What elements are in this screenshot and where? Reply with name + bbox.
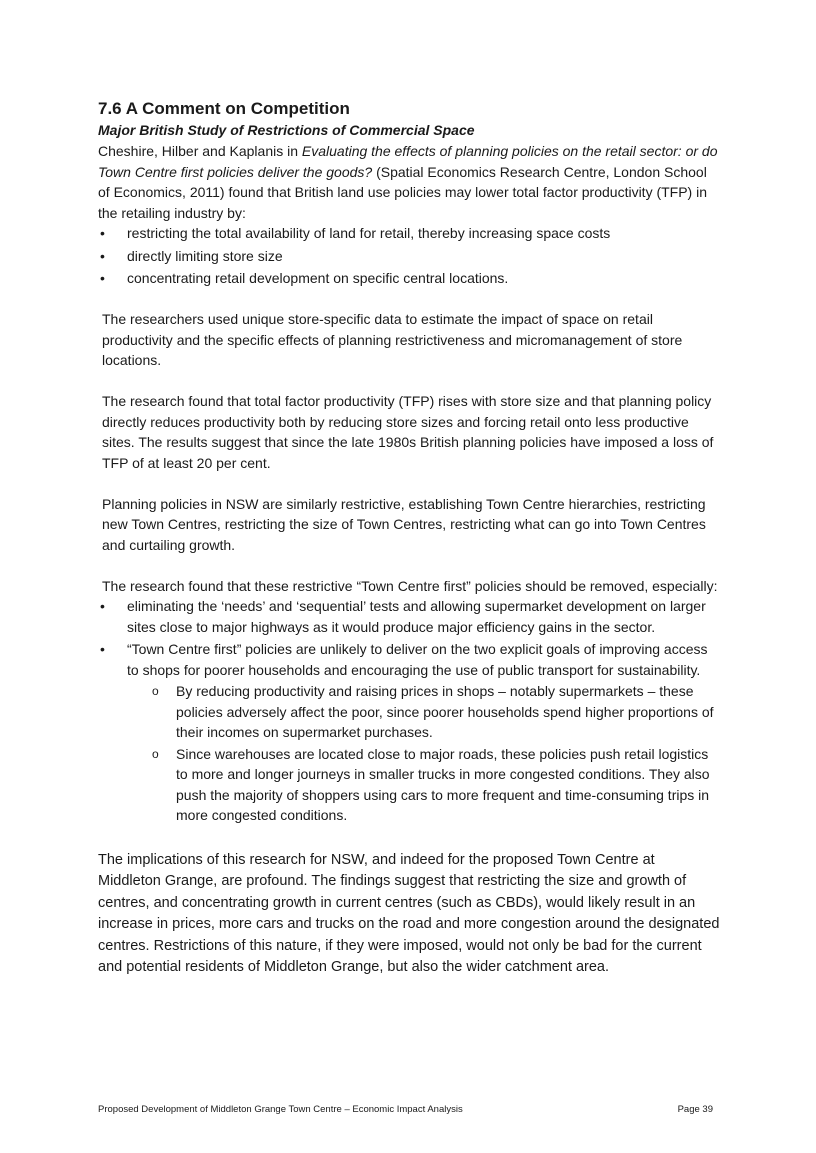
sub-list-item (98, 681, 720, 743)
intro-text-start: Cheshire, Hilber and Kaplanis in (98, 143, 302, 159)
bullet-icon: • (100, 598, 105, 614)
recommendation-paragraph: The research found that these restrictive “Town Centre first” policies should be removed, especially: (102, 577, 718, 594)
list-item-text: eliminating the ‘needs’ and ‘sequential’ tests and allowing supermarket development on larger sites close to major highways as it would produce major efficiency gains in the sector. (127, 598, 706, 635)
list-item (98, 246, 720, 267)
list-item-text: directly limiting store size (127, 247, 283, 264)
section-heading: 7.6 A Comment on Competition (98, 99, 350, 118)
bullet-icon: • (100, 225, 105, 241)
sub-bullet-icon: o (152, 684, 159, 698)
subsection-heading: Major British Study of Restrictions of Commercial Space (98, 122, 475, 138)
sub-list-item-text: Since warehouses are located close to major roads, these policies push retail logistics to more and longer journeys in smaller trucks in more congested conditions. They also push the majority of shoppers using cars to more frequent and time-consuming trips in more congested conditions. (176, 745, 710, 823)
study-title: Evaluating the effects of planning policies on the retail sector: or do Town Centre first policies deliver the goods? (98, 143, 718, 180)
list-item (98, 223, 720, 244)
bullet-icon: • (100, 247, 105, 264)
recommendation-list (98, 596, 720, 680)
intro-paragraph (98, 141, 720, 223)
sub-list-item-text: By reducing productivity and raising prices in shops – notably supermarkets – these policies adversely affect the poor, since poorer households spend higher proportions of their incomes on supermarket purchases. (176, 683, 714, 740)
page-number: Page 39 (677, 1104, 713, 1115)
page-content (98, 98, 720, 979)
nsw-paragraph: Planning policies in NSW are similarly restrictive, establishing Town Centre hierarchies, restricting new Town Centres, restricting the size of Town Centres, restricting what can go into Town Centres and curtailing growth. (102, 495, 706, 553)
list-item (98, 639, 720, 680)
tfp-factor-list (98, 223, 720, 289)
intro-text-end: (Spatial Economics Research Centre, London School of Economics, 2011) found that British land use policies may lower total factor productivity (TFP) in the retailing industry by: (98, 163, 708, 221)
bullet-icon: • (100, 641, 105, 657)
sub-bullet-list (98, 681, 720, 826)
bullet-icon: • (100, 270, 105, 286)
list-item (98, 268, 720, 289)
sub-list-item (98, 744, 720, 826)
sub-bullet-icon: o (152, 746, 159, 761)
list-item-text: concentrating retail development on specific central locations. (127, 270, 509, 286)
implications-paragraph: The implications of this research for NSW, and indeed for the proposed Town Centre at Middleton Grange, are profound. The findings suggest that restricting the size and growth of centres, and concentrating growth in current centres (such as CBDs), would likely result in an increase in prices, more cars and trucks on the road and more congestion around the designated centres. Restrictions of this nature, if they were imposed, would not only be bad for the current and potential residents of Middleton Grange, but also the wider catchment area. (98, 851, 720, 975)
list-item-text: “Town Centre first” policies are unlikely to deliver on the two explicit goals of improving access to shops for poorer households and encouraging the use of public transport for sustainability. (127, 641, 708, 678)
findings-paragraph: The research found that total factor productivity (TFP) rises with store size and that planning policy directly reduces productivity both by reducing store sizes and forcing retail onto less productive sites. The results suggest that since the late 1980s British planning policies have imposed a loss of TFP of at least 20 per cent. (102, 393, 714, 471)
data-paragraph: The researchers used unique store-specific data to estimate the impact of space on retail productivity and the specific effects of planning restrictiveness and micromanagement of store locations. (102, 311, 683, 368)
footer-document-title: Proposed Development of Middleton Grange Town Centre – Economic Impact Analysis (98, 1104, 463, 1115)
list-item-text: restricting the total availability of land for retail, thereby increasing space costs (127, 225, 611, 241)
list-item (98, 596, 720, 637)
